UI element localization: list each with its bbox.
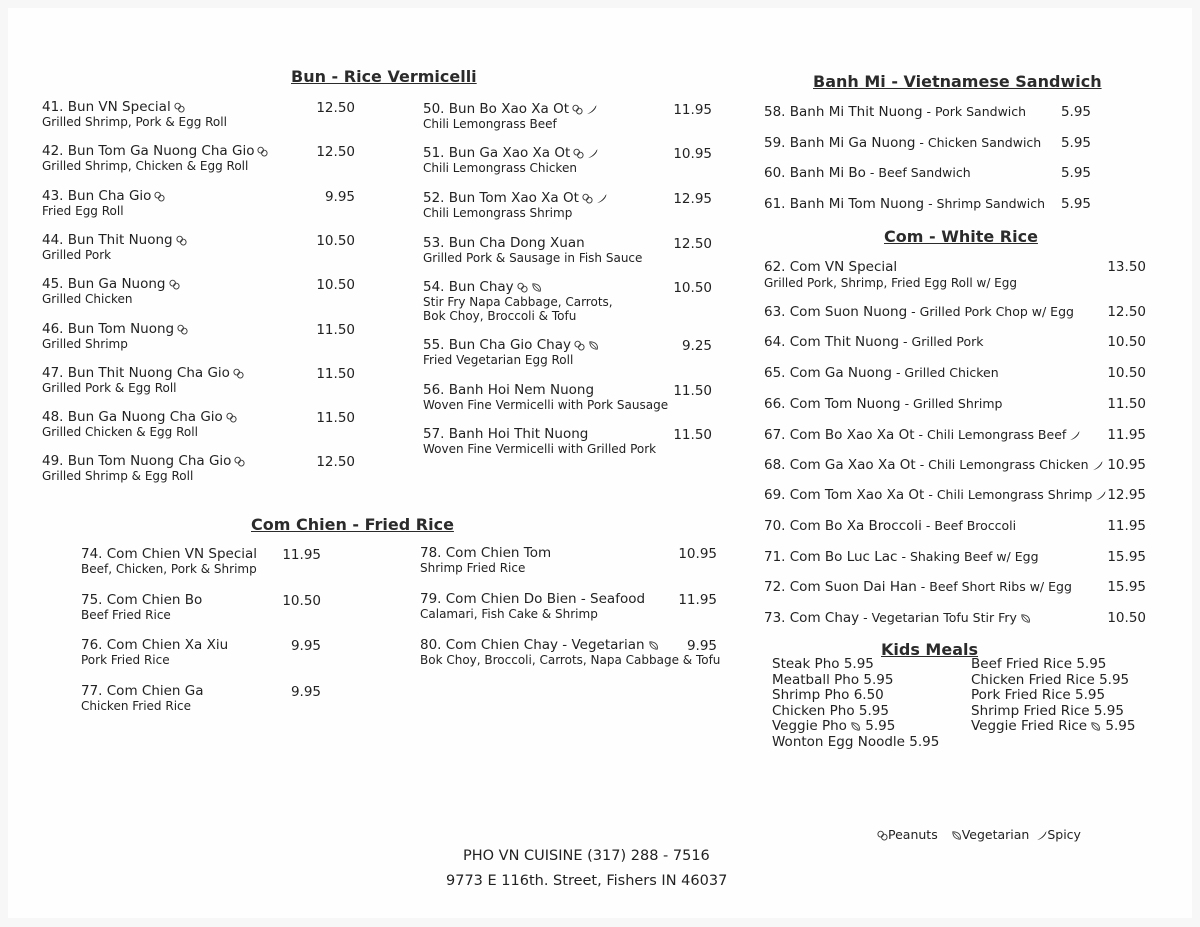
item-name: 49. Bun Tom Nuong Cha Gio xyxy=(42,453,232,470)
item-description: - Chicken Sandwich xyxy=(915,134,1042,150)
item-description: Pork Fried Rice xyxy=(81,653,170,667)
item-description: - Grilled Pork xyxy=(899,334,984,349)
item-description: Fried Egg Roll xyxy=(42,203,124,218)
kids-item xyxy=(971,688,1105,704)
kids-item xyxy=(772,673,893,689)
item-description: Chili Lemongrass Shrimp xyxy=(423,206,573,220)
item-price: 9.95 xyxy=(686,638,717,654)
peanut-icon xyxy=(174,321,188,337)
item-description: Beef, Chicken, Pork & Shrimp xyxy=(81,562,257,576)
item-price: 5.95 xyxy=(1060,195,1091,212)
item-price: 11.50 xyxy=(673,383,712,399)
menu-item xyxy=(764,135,1041,151)
kids-item xyxy=(772,657,874,673)
item-name: Meatball Pho xyxy=(772,671,860,688)
leaf-icon xyxy=(948,827,962,842)
item-description: Grilled Shrimp, Chicken & Egg Roll xyxy=(42,159,249,174)
menu-item xyxy=(764,196,1045,212)
item-name: 80. Com Chien Chay - Vegetarian xyxy=(420,637,645,653)
peanut-icon xyxy=(231,453,245,469)
item-price: 11.95 xyxy=(678,592,717,608)
menu-item xyxy=(81,684,204,713)
item-description: - Chili Lemongrass Chicken xyxy=(915,457,1089,472)
item-name: 52. Bun Tom Xao Xa Ot xyxy=(423,190,579,206)
item-name: 42. Bun Tom Ga Nuong Cha Gio xyxy=(42,143,255,160)
item-name: Shrimp Fried Rice xyxy=(971,702,1090,719)
item-name: 74. Com Chien VN Special xyxy=(81,546,258,562)
item-description: Beef Fried Rice xyxy=(81,607,171,622)
item-description: Woven Fine Vermicelli with Pork Sausage xyxy=(423,398,669,412)
item-price: 5.95 xyxy=(1076,656,1107,672)
item-description: Fried Vegetarian Egg Roll xyxy=(423,353,574,367)
item-name: 68. Com Ga Xao Xa Ot xyxy=(764,457,916,473)
item-description: - Beef Short Ribs w/ Egg xyxy=(916,579,1072,594)
item-price: 5.95 xyxy=(1060,165,1091,181)
item-price: 5.95 xyxy=(1060,104,1091,120)
menu-item xyxy=(764,549,1039,565)
kids-item xyxy=(772,704,889,720)
item-description: - Beef Broccoli xyxy=(921,518,1017,533)
item-price: 10.95 xyxy=(673,146,712,162)
item-price: 10.50 xyxy=(1107,334,1146,350)
item-description: - Grilled Pork Chop w/ Egg xyxy=(907,304,1074,319)
menu-item xyxy=(423,236,642,265)
menu-item xyxy=(42,366,244,395)
item-name: 75. Com Chien Bo xyxy=(81,591,203,608)
section-title-com: Com - White Rice xyxy=(884,227,1038,246)
peanut-icon xyxy=(874,827,888,842)
item-description: - Chili Lemongrass Shrimp xyxy=(924,487,1093,502)
menu-item xyxy=(423,338,599,367)
item-name: Pork Fried Rice xyxy=(971,687,1071,703)
item-description-2: Bok Choy, Broccoli & Tofu xyxy=(423,309,577,323)
item-name: 50. Bun Bo Xao Xa Ot xyxy=(423,101,570,117)
item-price: 5.95 xyxy=(1099,671,1130,688)
menu-item xyxy=(423,102,597,131)
item-description: Grilled Pork & Sausage in Fish Sauce xyxy=(423,251,643,265)
item-name: Chicken Pho xyxy=(772,702,855,719)
peanut-icon xyxy=(571,337,585,353)
item-price: 9.95 xyxy=(290,638,321,654)
menu-item xyxy=(764,104,1026,120)
item-price: 12.50 xyxy=(1107,304,1146,320)
chili-icon xyxy=(1033,827,1047,842)
item-price: 10.95 xyxy=(678,546,717,562)
kids-item xyxy=(971,657,1106,673)
item-name: Shrimp Pho xyxy=(772,687,850,703)
menu-item xyxy=(764,396,1002,412)
menu-item xyxy=(423,191,607,220)
item-name: 60. Banh Mi Bo xyxy=(764,165,866,181)
leaf-icon xyxy=(1087,718,1101,734)
menu-item xyxy=(42,100,227,129)
item-price: 11.50 xyxy=(316,410,355,427)
item-description: Woven Fine Vermicelli with Grilled Pork xyxy=(423,442,657,456)
leaf-icon xyxy=(585,337,599,353)
item-name: 66. Com Tom Nuong xyxy=(764,396,901,412)
item-price: 11.95 xyxy=(673,102,712,118)
item-name: 56. Banh Hoi Nem Nuong xyxy=(423,382,595,398)
chili-icon xyxy=(584,145,598,161)
item-name: 46. Bun Tom Nuong xyxy=(42,320,175,337)
item-price: 11.95 xyxy=(282,547,321,563)
item-name: 44. Bun Thit Nuong xyxy=(42,231,173,248)
menu-item xyxy=(42,277,180,306)
item-name: Veggie Pho xyxy=(772,718,847,734)
peanut-icon xyxy=(230,365,244,381)
menu-item xyxy=(764,304,1074,320)
item-price: 12.50 xyxy=(316,144,355,161)
item-price: 5.95 xyxy=(909,733,940,750)
item-description: - Beef Sandwich xyxy=(865,165,971,180)
item-price: 11.50 xyxy=(673,427,712,443)
item-description: - Grilled Shrimp xyxy=(900,396,1003,411)
item-description: Grilled Chicken xyxy=(42,292,133,307)
menu-item xyxy=(764,365,999,381)
menu-item xyxy=(423,280,613,323)
chili-icon xyxy=(593,190,607,206)
item-name: 77. Com Chien Ga xyxy=(81,682,204,699)
item-description: Grilled Shrimp xyxy=(42,336,128,351)
item-description: Chicken Fried Rice xyxy=(81,698,192,713)
item-price: 5.95 xyxy=(1060,134,1091,151)
item-price: 5.95 xyxy=(1075,687,1106,703)
item-name: 48. Bun Ga Nuong Cha Gio xyxy=(42,409,223,426)
peanut-icon xyxy=(166,276,180,292)
item-description: - Shaking Beef w/ Egg xyxy=(897,549,1039,564)
item-name: 63. Com Suon Nuong xyxy=(764,304,908,320)
item-price: 15.95 xyxy=(1107,579,1146,595)
item-name: 78. Com Chien Tom xyxy=(420,545,552,561)
kids-item xyxy=(971,673,1129,689)
item-name: 72. Com Suon Dai Han xyxy=(764,579,917,595)
menu-item xyxy=(420,546,551,575)
item-name: 69. Com Tom Xao Xa Ot xyxy=(764,487,925,503)
menu-item xyxy=(423,146,598,175)
peanut-icon xyxy=(514,279,528,295)
chili-icon xyxy=(1092,487,1106,503)
item-name: 59. Banh Mi Ga Nuong xyxy=(764,134,916,151)
menu-item xyxy=(764,487,1106,503)
item-price: 11.50 xyxy=(1107,396,1146,412)
item-price: 15.95 xyxy=(1107,549,1146,565)
item-price: 10.50 xyxy=(316,232,355,249)
item-price: 5.95 xyxy=(863,671,894,688)
peanut-icon xyxy=(223,409,237,425)
item-name: 64. Com Thit Nuong xyxy=(764,334,900,350)
item-price: 5.95 xyxy=(865,718,896,734)
section-title-kids: Kids Meals xyxy=(881,640,979,659)
item-price: 12.50 xyxy=(316,454,355,471)
item-name: 51. Bun Ga Xao Xa Ot xyxy=(423,145,571,161)
peanut-icon xyxy=(579,190,593,206)
item-price: 10.50 xyxy=(282,592,321,609)
legend-spicy: Spicy xyxy=(1047,827,1081,842)
section-title-banh-mi: Banh Mi - Vietnamese Sandwich xyxy=(813,72,1102,91)
peanut-icon xyxy=(151,188,165,204)
menu-item xyxy=(423,383,668,412)
item-name: 76. Com Chien Xa Xiu xyxy=(81,637,229,653)
item-description: - Chili Lemongrass Beef xyxy=(914,427,1067,442)
item-price: 11.50 xyxy=(316,321,355,338)
menu-item xyxy=(42,233,187,262)
item-name: 79. Com Chien Do Bien - Seafood xyxy=(420,591,646,607)
menu-item xyxy=(764,518,1016,534)
section-title-bun: Bun - Rice Vermicelli xyxy=(291,67,477,86)
item-name: 70. Com Bo Xa Broccoli xyxy=(764,518,922,534)
item-description: Chili Lemongrass Chicken xyxy=(423,161,577,175)
item-price: 5.95 xyxy=(858,702,889,719)
menu-item xyxy=(81,547,257,576)
item-description: Grilled Shrimp, Pork & Egg Roll xyxy=(42,115,227,129)
legend-vegetarian: Vegetarian xyxy=(961,827,1030,842)
item-description: Calamari, Fish Cake & Shrimp xyxy=(420,607,598,621)
menu-item xyxy=(81,638,228,667)
menu-item xyxy=(42,322,188,351)
footer-phone: PHO VN CUISINE (317) 288 - 7516 xyxy=(463,848,710,864)
item-name: 43. Bun Cha Gio xyxy=(42,187,152,204)
peanut-icon xyxy=(254,143,268,159)
item-price: 9.25 xyxy=(681,338,712,354)
leaf-icon xyxy=(528,279,542,295)
item-description: Chili Lemongrass Beef xyxy=(423,117,557,131)
item-name: 62. Com VN Special xyxy=(764,259,898,275)
kids-item xyxy=(971,719,1135,735)
item-name: 67. Com Bo Xao Xa Ot xyxy=(764,427,915,443)
menu-item xyxy=(42,144,268,173)
item-price: 10.50 xyxy=(1107,365,1146,381)
item-price: 12.50 xyxy=(316,100,355,116)
item-description: - Shrimp Sandwich xyxy=(924,195,1046,211)
item-description: Grilled Chicken & Egg Roll xyxy=(42,425,198,440)
chili-icon xyxy=(1066,427,1080,443)
item-price: 12.95 xyxy=(673,191,712,207)
item-name: 58. Banh Mi Thit Nuong xyxy=(764,104,923,120)
item-price: 11.95 xyxy=(1107,427,1146,443)
item-name: 57. Banh Hoi Thit Nuong xyxy=(423,426,589,442)
item-price: 11.95 xyxy=(1107,518,1146,534)
item-name: Wonton Egg Noodle xyxy=(772,733,905,750)
item-name: 54. Bun Chay xyxy=(423,279,514,295)
peanut-icon xyxy=(173,232,187,248)
menu-item xyxy=(42,189,165,218)
item-name: 55. Bun Cha Gio Chay xyxy=(423,337,571,353)
menu-item xyxy=(764,165,971,181)
menu-item xyxy=(423,427,656,456)
item-price: 5.95 xyxy=(843,656,874,672)
leaf-icon xyxy=(847,718,861,734)
menu-item xyxy=(420,638,720,667)
item-name: 47. Bun Thit Nuong Cha Gio xyxy=(42,364,230,381)
item-name: Steak Pho xyxy=(772,656,840,672)
item-price: 10.95 xyxy=(1107,457,1146,473)
item-price: 9.95 xyxy=(290,683,321,700)
leaf-icon xyxy=(645,637,659,653)
item-name: 71. Com Bo Luc Lac xyxy=(764,549,898,565)
kids-item xyxy=(971,704,1124,720)
item-description: Grilled Shrimp & Egg Roll xyxy=(42,469,194,484)
item-description: Shrimp Fried Rice xyxy=(420,561,526,575)
peanut-icon xyxy=(570,145,584,161)
item-name: Beef Fried Rice xyxy=(971,656,1073,672)
item-description: - Vegetarian Tofu Stir Fry xyxy=(859,610,1017,625)
chili-icon xyxy=(1089,457,1103,473)
menu-item xyxy=(764,579,1072,595)
legend-peanuts: Peanuts xyxy=(888,827,938,842)
item-description: - Pork Sandwich xyxy=(922,104,1027,119)
item-name: 53. Bun Cha Dong Xuan xyxy=(423,235,585,251)
item-price: 11.50 xyxy=(316,365,355,382)
menu-item xyxy=(764,457,1103,473)
item-name: 73. Com Chay xyxy=(764,610,860,626)
kids-item xyxy=(772,735,939,751)
peanut-icon xyxy=(569,101,583,117)
item-price: 12.50 xyxy=(673,236,712,252)
item-description: - Grilled Chicken xyxy=(891,365,999,380)
item-description: Grilled Pork & Egg Roll xyxy=(42,380,177,395)
legend xyxy=(874,827,1081,842)
menu-item xyxy=(764,610,1031,626)
item-price: 5.95 xyxy=(1093,702,1124,719)
menu-item xyxy=(764,334,984,350)
peanut-icon xyxy=(171,99,185,115)
item-price: 5.95 xyxy=(1105,718,1136,734)
chili-icon xyxy=(583,101,597,117)
item-name: 61. Banh Mi Tom Nuong xyxy=(764,195,925,212)
menu-item xyxy=(42,410,237,439)
footer-address: 9773 E 116th. Street, Fishers IN 46037 xyxy=(446,873,728,889)
menu-item xyxy=(81,593,202,622)
menu-item xyxy=(764,427,1080,443)
item-name: Chicken Fried Rice xyxy=(971,671,1095,688)
item-name: 41. Bun VN Special xyxy=(42,99,171,115)
menu-item xyxy=(420,592,645,621)
menu-item xyxy=(42,454,245,483)
item-name: 45. Bun Ga Nuong xyxy=(42,276,166,293)
item-price: 10.50 xyxy=(1107,610,1146,626)
kids-item xyxy=(772,719,895,735)
item-price: 13.50 xyxy=(1107,259,1146,275)
item-name: 65. Com Ga Nuong xyxy=(764,365,892,381)
item-description: Bok Choy, Broccoli, Carrots, Napa Cabbage & Tofu xyxy=(420,653,721,667)
leaf-icon xyxy=(1017,610,1031,626)
item-price: 9.95 xyxy=(324,188,355,205)
item-price: 12.95 xyxy=(1107,487,1146,503)
menu-item xyxy=(764,259,1017,291)
section-title-com-chien: Com Chien - Fried Rice xyxy=(251,515,454,534)
item-price: 10.50 xyxy=(316,277,355,294)
item-price: 6.50 xyxy=(853,687,884,703)
item-description: Stir Fry Napa Cabbage, Carrots, xyxy=(423,295,613,309)
kids-item xyxy=(772,688,884,704)
item-description: Grilled Pork xyxy=(42,247,112,262)
item-name: Veggie Fried Rice xyxy=(971,718,1088,734)
item-price: 10.50 xyxy=(673,280,712,296)
item-description-2: Grilled Pork, Shrimp, Fried Egg Roll w/ Egg xyxy=(764,276,1017,290)
